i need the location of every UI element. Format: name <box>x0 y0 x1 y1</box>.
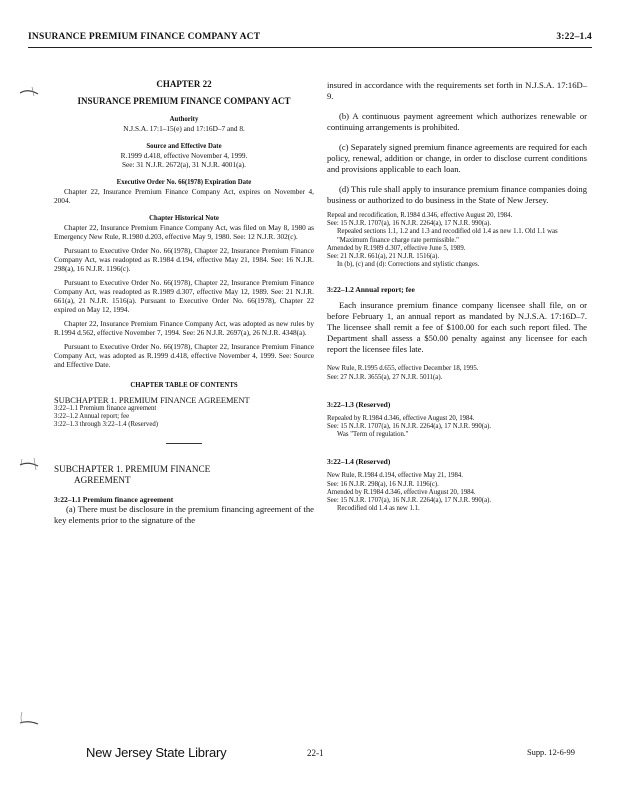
supplement-date: Supp. 12-6-99 <box>527 748 575 757</box>
running-header-title: INSURANCE PREMIUM FINANCE COMPANY ACT <box>28 32 261 42</box>
page-number: 22-1 <box>307 748 324 758</box>
section-divider <box>166 443 202 444</box>
section-paragraph: (d) This rule shall apply to insurance premium finance companies doing business or authorized to do business in the State of New Jersey. <box>327 184 587 205</box>
history-notes <box>327 472 587 513</box>
history-paragraph: Pursuant to Executive Order No. 66(1978), Chapter 22, Insurance Premium Finance Company Act, was readopted as R.1989 d.307, effective May 12, 1989. See: 21 N.J.R. 661(a), 21 N.J.R. 1516(a). Pursuant to Executive Order No. 66(1978), Chapter 22 expired on May 12, 1994. <box>54 278 314 314</box>
authority-text: N.J.S.A. 17:1–15(e) and 17:16D–7 and 8. <box>123 124 245 133</box>
right-column <box>327 80 587 513</box>
binder-hole-mark <box>18 84 40 98</box>
subchapter-heading <box>54 464 314 486</box>
note-line: New Rule, R.1984 d.194, effective May 21, 1984. <box>327 472 463 480</box>
eo-text: Chapter 22, Insurance Premium Finance Company Act, expires on November 4, 2004. <box>54 187 314 205</box>
toc-heading: CHAPTER TABLE OF CONTENTS <box>130 382 238 389</box>
binder-hole-mark <box>18 457 40 471</box>
history-notes <box>327 415 587 440</box>
subchapter-heading-line: SUBCHAPTER 1. PREMIUM FINANCE <box>54 464 211 474</box>
history-heading: Chapter Historical Note <box>149 215 219 222</box>
toc-item: 3:22–1.3 through 3:22–1.4 (Reserved) <box>54 421 159 428</box>
note-line: See: 15 N.J.R. 1707(a), 16 N.J.R. 2264(a), 17 N.J.R. 990(a). <box>327 497 492 505</box>
section-heading: 3:22–1.3 (Reserved) <box>327 399 391 409</box>
note-line: Was "Term of regulation." <box>337 431 409 439</box>
note-line: See: 15 N.J.R. 1707(a), 16 N.J.R. 2264(a), 17 N.J.R. 990(a). <box>327 220 492 228</box>
toc-item: 3:22–1.2 Annual report; fee <box>54 413 130 420</box>
source-line: See: 31 N.J.R. 2672(a), 31 N.J.R. 4001(a). <box>121 160 247 169</box>
section-paragraph: (c) Separately signed premium finance agreements are required for each policy, renewal, addition or change, in order to disclose current conditions and provisions applicable to each loan. <box>327 142 587 174</box>
note-line: Repealed by R.1984 d.346, effective August 20, 1984. <box>327 414 475 422</box>
toc-item: 3:22–1.1 Premium finance agreement <box>54 405 157 412</box>
eo-heading: Executive Order No. 66(1978) Expiration Date <box>116 179 252 186</box>
history-paragraph: Chapter 22, Insurance Premium Finance Company Act, was filed on May 8, 1980 as Emergency New Rule, R.1980 d.203, effective May 9, 1980. See: 12 N.J.R. 302(c). <box>54 223 314 241</box>
library-stamp: New Jersey State Library <box>86 745 227 760</box>
left-column <box>54 80 314 526</box>
source-line: R.1999 d.418, effective November 4, 1999. <box>120 151 248 160</box>
running-header <box>28 32 592 46</box>
subchapter-heading-line: AGREEMENT <box>74 475 131 485</box>
history-notes <box>327 365 587 381</box>
page-footer <box>0 745 618 765</box>
note-line: Recodified old 1.4 as new 1.1. <box>337 505 420 513</box>
section-paragraph: insured in accordance with the requirements set forth in N.J.S.A. 17:16D–9. <box>327 80 587 101</box>
toc-subchapter: SUBCHAPTER 1. PREMIUM FINANCE AGREEMENT <box>54 396 250 405</box>
note-line: Amended by R.1989 d.307, effective June 5, 1989. <box>327 244 466 252</box>
header-rule <box>28 47 592 48</box>
history-paragraph: Chapter 22, Insurance Premium Finance Company Act, was adopted as new rules by R.1994 d.562, effective November 7, 1994. See: 26 N.J.R. 2697(a), 26 N.J.R. 4348(a). <box>54 319 314 337</box>
section-paragraph: Each insurance premium finance company licensee shall file, on or before February 1, an annual report as mandated by N.J.S.A. 17:16D–7. The licensee shall remit a fee of $100.00 for each such report filed. The Department shall assess a $50.00 penalty against any licensee for each report the licensee files late. <box>327 300 587 355</box>
section-heading: 3:22–1.4 (Reserved) <box>327 457 391 467</box>
chapter-title: INSURANCE PREMIUM FINANCE COMPANY ACT <box>77 96 291 106</box>
section-paragraph: (a) There must be disclosure in the premium financing agreement of the key elements prior to the signature of the <box>54 504 314 525</box>
authority-heading: Authority <box>169 116 199 123</box>
chapter-number: CHAPTER 22 <box>156 79 212 89</box>
note-line: See: 15 N.J.R. 1707(a), 16 N.J.R. 2264(a), 17 N.J.R. 990(a). <box>327 423 492 431</box>
section-heading: 3:22–1.1 Premium finance agreement <box>54 495 174 504</box>
note-line: In (b), (c) and (d): Corrections and stylistic changes. <box>337 261 480 269</box>
note-line: Repeal and recodification, R.1984 d.346, effective August 20, 1984. <box>327 212 513 219</box>
history-paragraph: Pursuant to Executive Order No. 66(1978), Chapter 22, Insurance Premium Finance Company Act, was adopted as R.1999 d.418, effective November 4, 1999. See: Source and Effective Date. <box>54 342 314 369</box>
note-line: See: 16 N.J.R. 298(a), 16 N.J.R. 1196(c). <box>327 480 439 488</box>
binder-hole-mark <box>18 710 40 730</box>
section-heading: 3:22–1.2 Annual report; fee <box>327 285 415 295</box>
source-heading: Source and Effective Date <box>146 143 222 150</box>
history-notes <box>327 212 587 269</box>
running-header-section: 3:22–1.4 <box>556 32 592 42</box>
note-line: Repealed sections 1.1, 1.2 and 1.3 and recodified old 1.4 as new 1.1. Old 1.1 was "Maximum finance charge rate permissible." <box>337 228 558 244</box>
note-line: See: 21 N.J.R. 661(a), 21 N.J.R. 1516(a). <box>327 253 440 261</box>
note-line: New Rule, R.1995 d.655, effective December 18, 1995. <box>327 365 479 373</box>
history-paragraph: Pursuant to Executive Order No. 66(1978), Chapter 22, Insurance Premium Finance Company Act, was readopted as R.1984 d.194, effective May 21, 1984. See: 16 N.J.R. 298(a), 16 N.J.R. 1196(c). <box>54 246 314 273</box>
section-paragraph: (b) A continuous payment agreement which authorizes renewable or continuing arrangements is prohibited. <box>327 111 587 132</box>
note-line: See: 27 N.J.R. 3655(a), 27 N.J.R. 5011(a). <box>327 373 443 381</box>
note-line: Amended by R.1984 d.346, effective August 20, 1984. <box>327 488 476 496</box>
